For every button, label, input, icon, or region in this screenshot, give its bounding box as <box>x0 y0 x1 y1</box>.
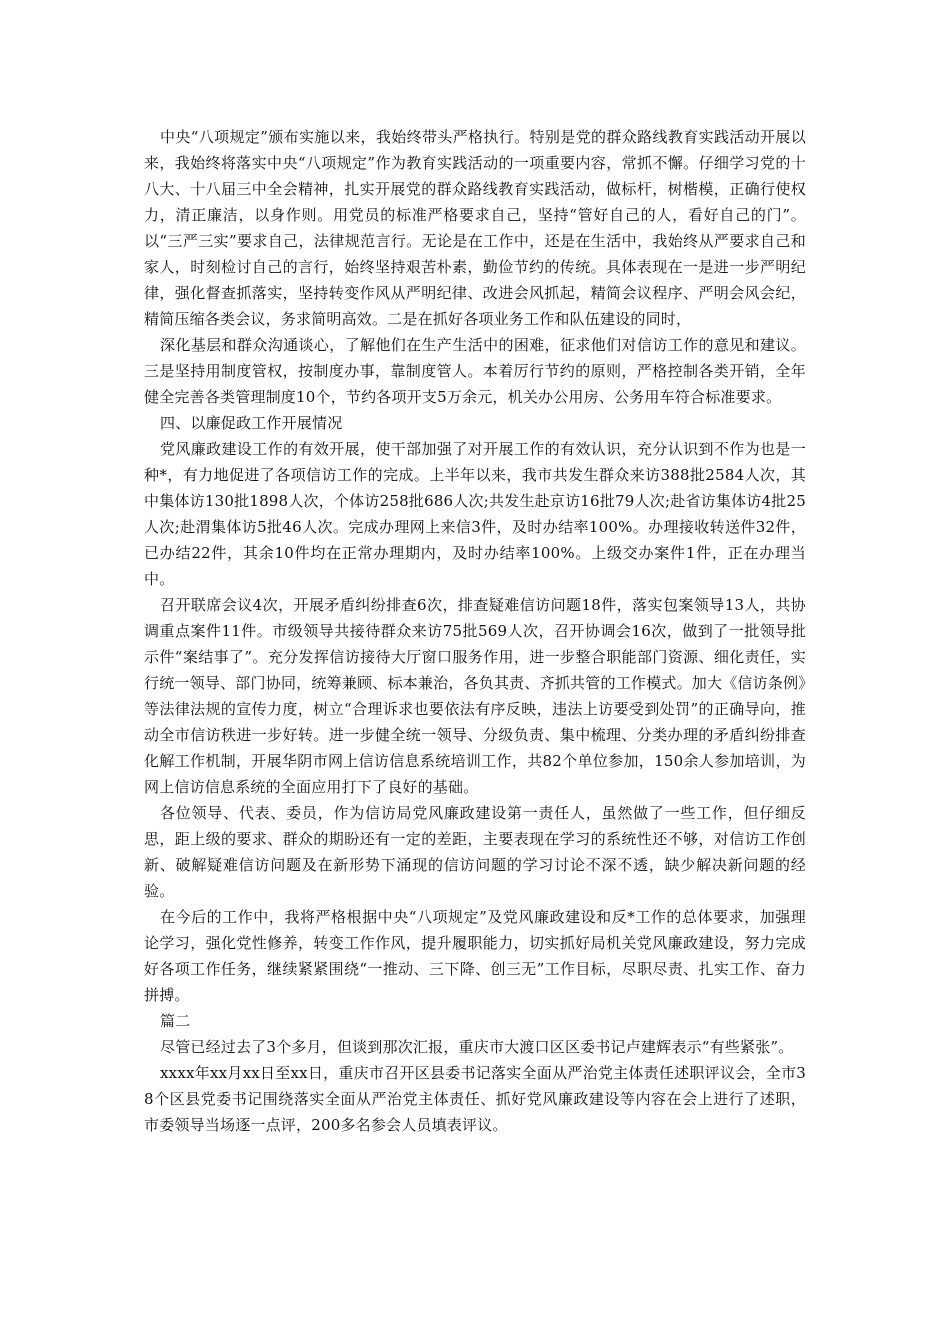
section-heading-integrity-work: 四、以廉促政工作开展情况 <box>160 414 343 432</box>
section-heading-part-two: 篇二 <box>160 1012 191 1030</box>
document-body <box>144 124 806 1138</box>
paragraph-chongqing-meeting: xxxx年xx月xx日至xx日，重庆市召开区县委书记落实全面从严治党主体责任述职评议会，全市38个区县党委书记围绕落实全面从严治党主体责任、抓好党风廉政建设等内容在会上进行了述职，市委领导当场逐一点评，200多名参会人员填表评议。 <box>144 1064 806 1134</box>
paragraph-grassroots-communication: 深化基层和群众沟通谈心，了解他们在生产生活中的困难，征求他们对信访工作的意见和建议。三是坚持用制度管权，按制度办事，靠制度管人。本着厉行节约的原则，严格控制各类开销，全年健全完善各类管理制度10个，节约各项开支5万余元，机关办公用房、公务用车符合标准要求。 <box>144 336 806 406</box>
paragraph-report-recollection: 尽管已经过去了3个多月，但谈到那次汇报，重庆市大渡口区区委书记卢建辉表示“有些紧张”。 <box>160 1038 794 1056</box>
paragraph-eight-rules: 中央“八项规定”颁布实施以来，我始终带头严格执行。特别是党的群众路线教育实践活动开展以来，我始终将落实中央“八项规定”作为教育实践活动的一项重要内容，常抓不懈。仔细学习党的十八大、十八届三中全会精神，扎实开展党的群众路线教育实践活动，做标杆，树楷模，正确行使权力，清正廉洁，以身作则。用党员的标准严格要求自己，坚持“管好自己的人，看好自己的门”。以“三严三实”要求自己，法律规范言行。无论是在工作中，还是在生活中，我始终从严要求自己和家人，时刻检讨自己的言行，始终坚持艰苦朴素，勤俭节约的传统。具体表现在一是进一步严明纪律，强化督查抓落实，坚持转变作风从严明纪律、改进会风抓起，精简会议程序、严明会风会纪，精简压缩各类会议，务求简明高效。二是在抓好各项业务工作和队伍建设的同时， <box>144 128 806 328</box>
paragraph-future-work: 在今后的工作中，我将严格根据中央“八项规定”及党风廉政建设和反*工作的总体要求，加强理论学习，强化党性修养，转变工作作风，提升履职能力，切实抓好局机关党风廉政建设，努力完成好各项工作任务，继续紧紧围绕“一推动、三下降、创三无”工作目标，尽职尽责、扎实工作、奋力拼搏。 <box>144 908 806 1004</box>
paragraph-shortcomings: 各位领导、代表、委员，作为信访局党风廉政建设第一责任人，虽然做了一些工作，但仔细反思，距上级的要求、群众的期盼还有一定的差距，主要表现在学习的系统性还不够，对信访工作创新、破解疑难信访问题及在新形势下涌现的信访问题的学习讨论不深不透，缺少解决新问题的经验。 <box>144 804 806 900</box>
paragraph-joint-meetings: 召开联席会议4次，开展矛盾纠纷排查6次，排查疑难信访问题18件，落实包案领导13人，共协调重点案件11件。市级领导共接待群众来访75批569人次，召开协调会16次，做到了一批领导批示件“案结事了”。充分发挥信访接待大厅窗口服务作用，进一步整合职能部门资源、细化责任，实行统一领导、部门协同，统筹兼顾、标本兼治，各负其责、齐抓共管的工作模式。加大《信访条例》等法律法规的宣传力度，树立“合理诉求也要依法有序反映，违法上访要受到处罚”的正确导向，推动全市信访秩进一步好转。进一步健全统一领导、分级负责、集中梳理、分类办理的矛盾纠纷排查化解工作机制，开展华阴市网上信访信息系统培训工作，共82个单位参加，150余人参加培训，为网上信访信息系统的全面应用打下了良好的基础。 <box>144 596 806 796</box>
paragraph-petition-statistics: 党风廉政建设工作的有效开展，使干部加强了对开展工作的有效认识，充分认识到不作为也是一种*，有力地促进了各项信访工作的完成。上半年以来，我市共发生群众来访388批2584人次，其中集体访130批1898人次，个体访258批686人次;共发生赴京访16批79人次;赴省访集体访4批25人次;赴渭集体访5批46人次。完成办理网上来信3件，及时办结率100%。办理接收转送件32件，已办结22件，其余10件均在正常办理期内，及时办结率100%。上级交办案件1件，正在办理当中。 <box>144 440 806 588</box>
